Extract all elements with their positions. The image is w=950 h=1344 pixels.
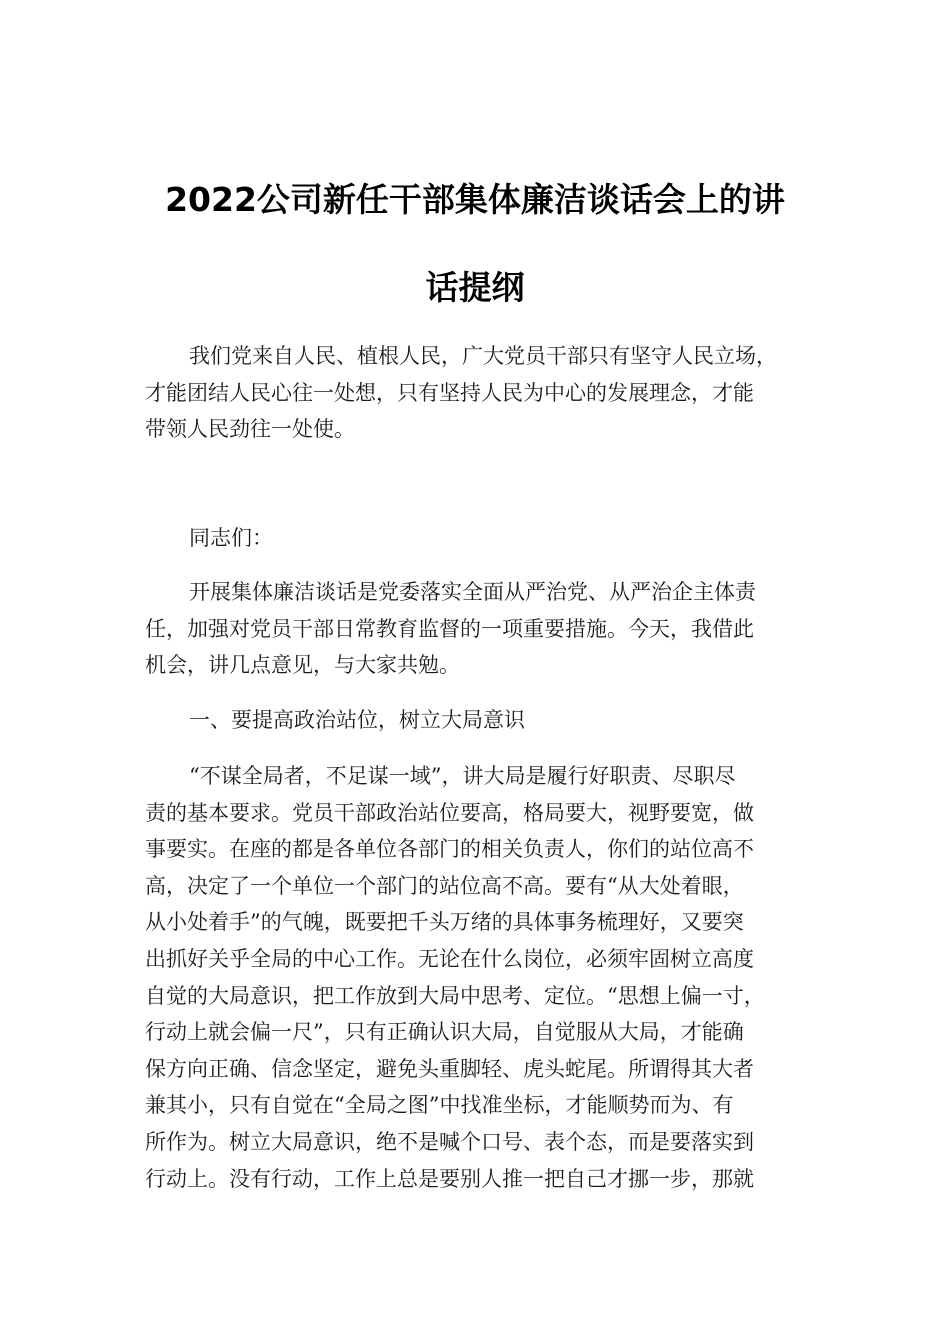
greeting-text: 同志们： xyxy=(189,526,273,550)
section-heading-paragraph xyxy=(145,702,815,739)
paragraph-line: 我们党来自人民、植根人民，广大党员干部只有坚守人民立场， xyxy=(189,344,777,368)
paragraph-line: 事要实。在座的都是各单位各部门的相关负责人，你们的站位高不 xyxy=(145,837,754,862)
paragraph-line: 行动上就会偏一尺”，只有正确认识大局，自觉服从大局，才能确 xyxy=(145,1020,744,1045)
document-title-line-1: 2022公司新任干部集体廉洁谈话会上的讲 xyxy=(165,180,785,219)
paragraph-line: 自觉的大局意识，把工作放到大局中思考、定位。“思想上偏一寸， xyxy=(145,983,765,1008)
paragraph-line: 出抓好关乎全局的中心工作。无论在什么岗位，必须牢固树立高度 xyxy=(145,946,754,971)
greeting-paragraph xyxy=(145,520,815,557)
paragraph-line: 任，加强对党员干部日常教育监督的一项重要措施。今天，我借此 xyxy=(145,616,754,641)
section-1-body-paragraph xyxy=(145,758,815,1197)
paragraph-line: 责的基本要求。党员干部政治站位要高，格局要大，视野要宽，做 xyxy=(145,800,754,825)
intro-paragraph xyxy=(145,338,815,448)
paragraph-line: 开展集体廉洁谈话是党委落实全面从严治党、从严治企主体责 xyxy=(189,580,756,604)
paragraph-line: 行动上。没有行动，工作上总是要别人推一把自己才挪一步，那就 xyxy=(145,1166,754,1191)
paragraph-line: 带领人民劲往一处使。 xyxy=(145,417,355,442)
paragraph-line: 才能团结人民心往一处想，只有坚持人民为中心的发展理念，才能 xyxy=(145,380,754,405)
paragraph-line: 兼其小，只有自觉在“全局之图”中找准坐标，才能顺势而为、有 xyxy=(145,1093,734,1118)
opening-paragraph xyxy=(145,574,815,684)
paragraph-line: 高，决定了一个单位一个部门的站位高不高。要有“从大处着眼， xyxy=(145,873,744,898)
paragraph-line: 从小处着手”的气魄，既要把千头万绪的具体事务梳理好，又要突 xyxy=(145,910,744,935)
document-title-line-2: 话提纲 xyxy=(425,268,525,307)
paragraph-line: 机会，讲几点意见，与大家共勉。 xyxy=(145,653,460,678)
paragraph-line: 所作为。树立大局意识，绝不是喊个口号、表个态，而是要落实到 xyxy=(145,1129,754,1154)
paragraph-line: 保方向正确、信念坚定，避免头重脚轻、虎头蛇尾。所谓得其大者 xyxy=(145,1056,754,1081)
paragraph-line: “不谋全局者，不足谋一域”，讲大局是履行好职责、尽职尽 xyxy=(189,764,736,788)
section-1-heading: 一、要提高政治站位，树立大局意识 xyxy=(189,708,525,732)
